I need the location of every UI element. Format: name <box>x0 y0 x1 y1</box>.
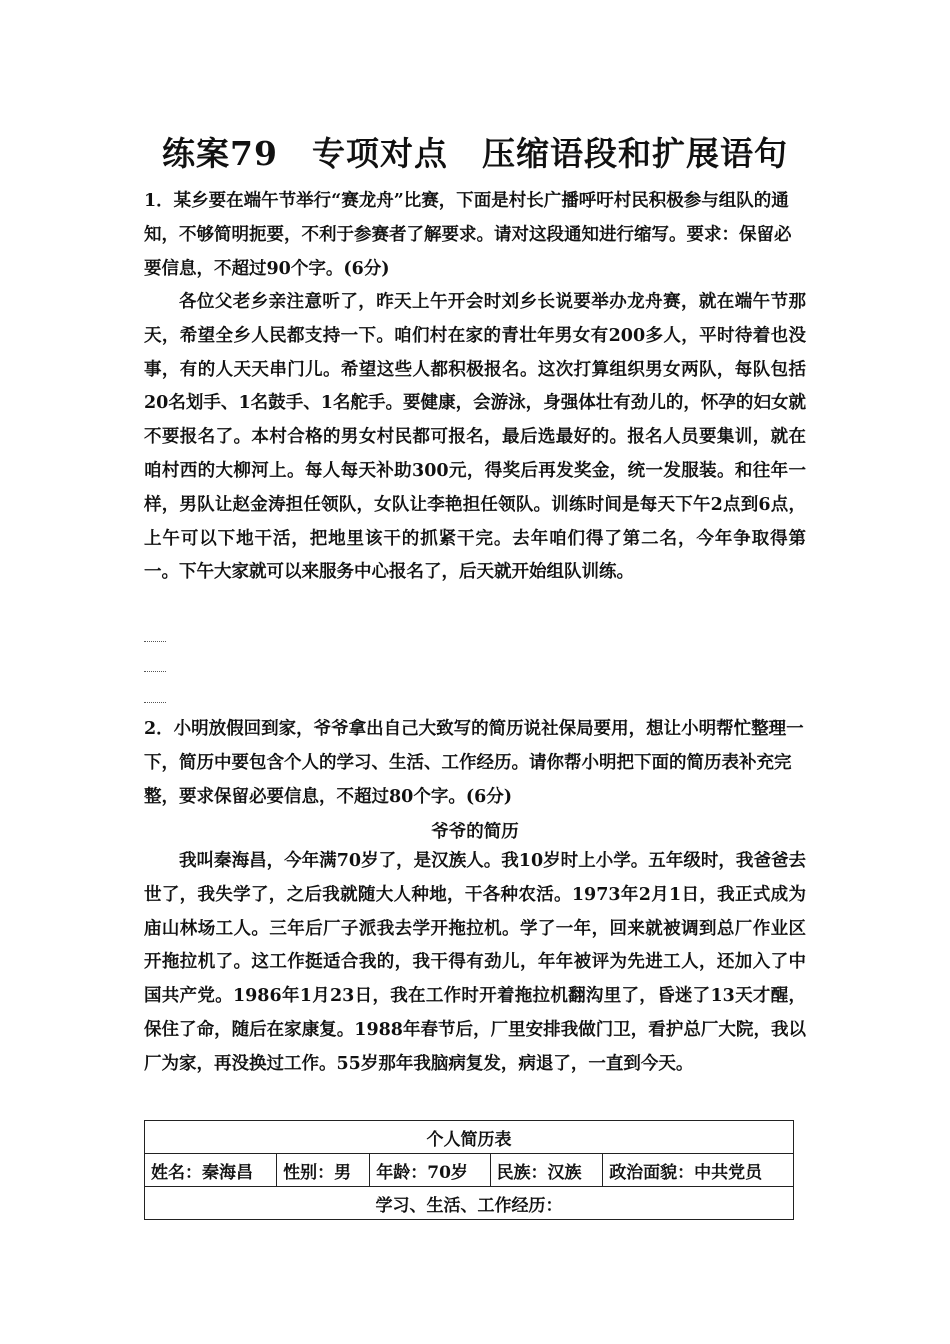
resume-experience-cell: 学习、生活、工作经历： <box>145 1187 794 1220</box>
resume-ethnicity-cell: 民族：汉族 <box>490 1154 603 1187</box>
resume-table <box>144 1120 794 1220</box>
answer-line-1 <box>144 641 166 642</box>
resume-gender-cell: 性别：男 <box>277 1154 370 1187</box>
question-2-passage: 我叫秦海昌，今年满70岁了，是汉族人。我10岁时上小学。五年级时，我爸爸去世了，我失学了，之后我就随大人种地，干各种农活。1973年2月1日，我正式成为庙山林场工人。三年后厂子派我去学开拖拉机。学了一年，回来就被调到总厂作业区开拖拉机了。这工作挺适合我的，我干得有劲儿，年年被评为先进工人，还加入了中国共产党。1986年1月23日，我在工作时开着拖拉机翻沟里了，昏迷了13天才醒，保住了命，随后在家康复。1988年春节后，厂里安排我做门卫，看护总厂大院，我以厂为家，再没换过工作。55岁那年我脑病复发，病退了，一直到今天。 <box>144 851 806 1074</box>
answer-line-2 <box>144 671 166 672</box>
question-1-prompt: 1．某乡要在端午节举行“赛龙舟”比赛，下面是村长广播呼吁村民积极参与组队的通知，不够简明扼要，不利于参赛者了解要求。请对这段通知进行缩写。要求：保留必要信息，不超过90个字。(6分) <box>144 191 792 279</box>
resume-subtitle: 爷爷的简历 <box>431 822 519 842</box>
resume-age-cell: 年龄：70岁 <box>370 1154 490 1187</box>
question-1-passage: 各位父老乡亲注意听了，昨天上午开会时刘乡长说要举办龙舟赛，就在端午节那天，希望全乡人民都支持一下。咱们村在家的青壮年男女有200多人，平时待着也没事，有的人天天串门儿。希望这些人都积极报名。这次打算组织男女两队，每队包括20名划手、1名鼓手、1名舵手。要健康，会游泳，身强体壮有劲儿的，怀孕的妇女就不要报名了。本村合格的男女村民都可报名，最后选最好的。报名人员要集训，就在咱村西的大柳河上。每人每天补助300元，得奖后再发奖金，统一发服装。和往年一样，男队让赵金涛担任领队，女队让李艳担任领队。训练时间是每天下午2点到6点，上午可以下地干活，把地里该干的抓紧干完。去年咱们得了第二名，今年争取得第一。下午大家就可以来服务中心报名了，后天就开始组队训练。 <box>144 292 806 583</box>
resume-name-cell: 姓名：秦海昌 <box>145 1154 277 1187</box>
page-title: 练案79 专项对点 压缩语段和扩展语句 <box>162 134 788 173</box>
resume-politics-cell: 政治面貌：中共党员 <box>603 1154 794 1187</box>
answer-line-3 <box>144 702 166 703</box>
question-2-prompt: 2．小明放假回到家，爷爷拿出自己大致写的简历说社保局要用，想让小明帮忙整理一下，简历中要包含个人的学习、生活、工作经历。请你帮小明把下面的简历表补充完整，要求保留必要信息，不超过80个字。(6分) <box>144 719 804 807</box>
resume-table-header: 个人简历表 <box>145 1121 794 1154</box>
